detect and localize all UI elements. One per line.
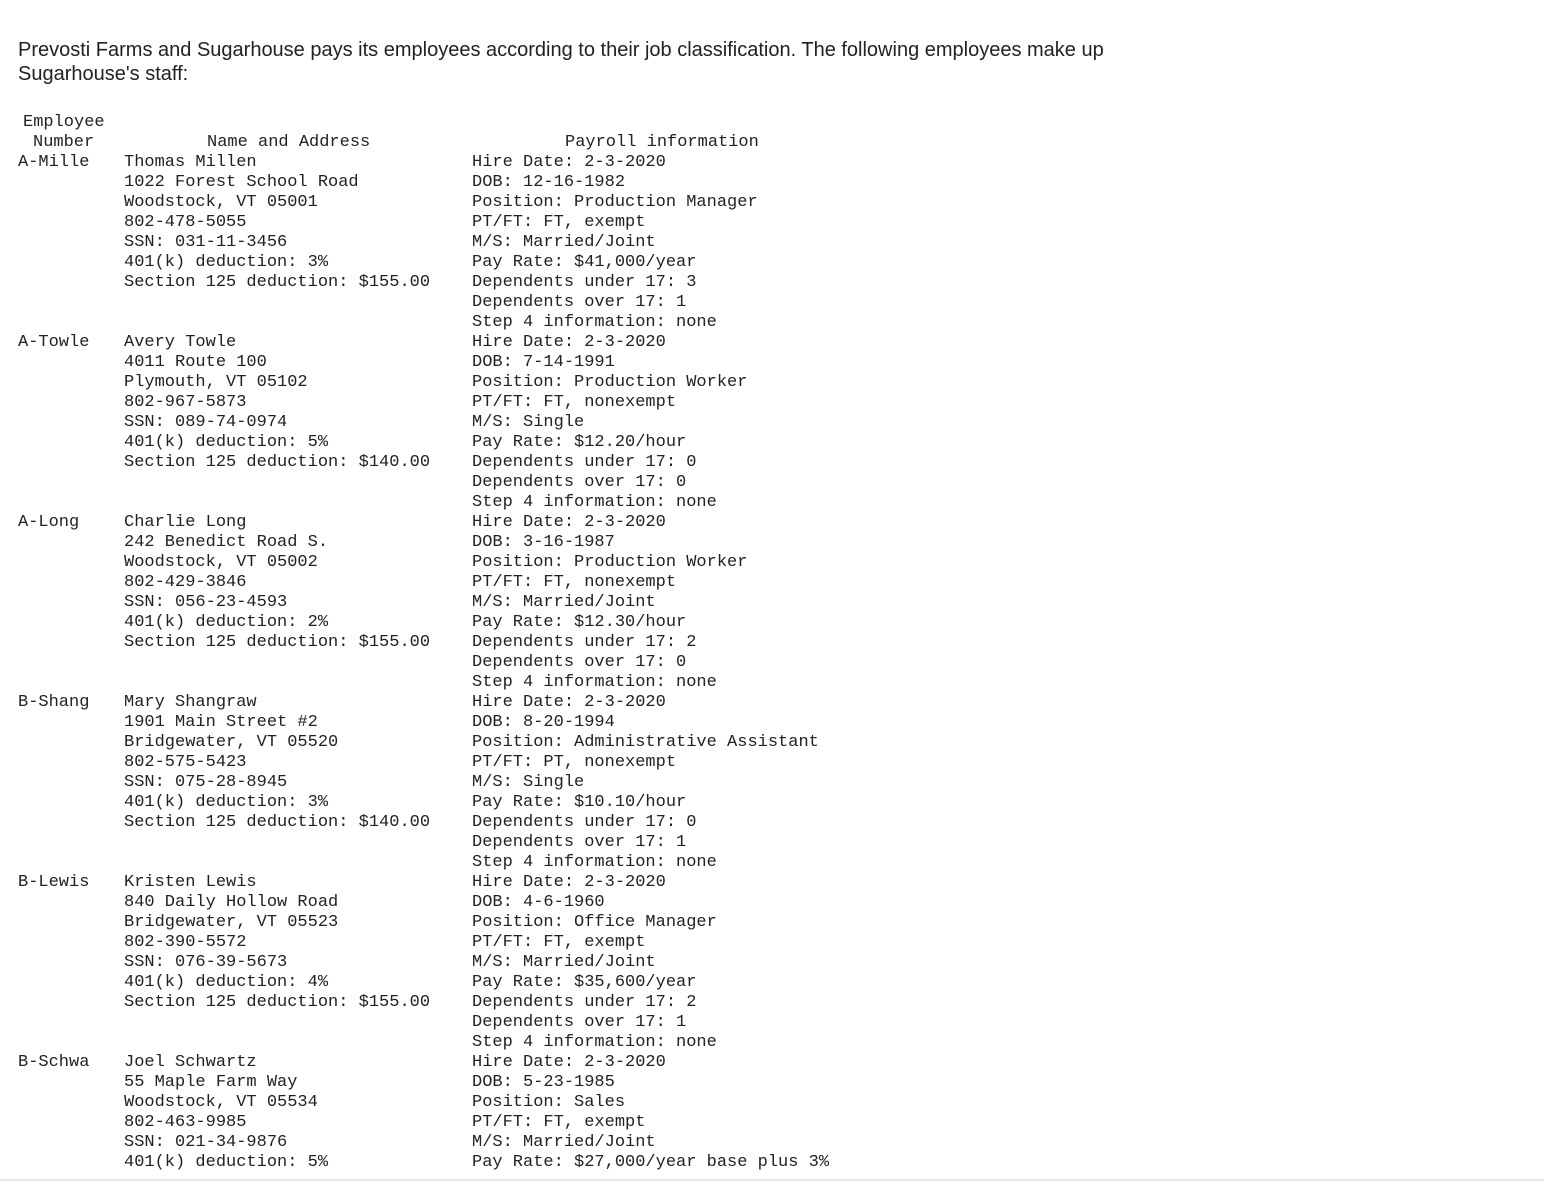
pt-ft-status: PT/FT: FT, exempt — [472, 933, 646, 952]
hire-date: Hire Date: 2-3-2020 — [472, 1053, 666, 1072]
section-125-deduction: Section 125 deduction: $155.00 — [124, 993, 431, 1012]
pay-rate: Pay Rate: $41,000/year — [472, 253, 697, 272]
payroll-column — [472, 333, 747, 513]
name-address-column — [124, 333, 430, 473]
401k-deduction: 401(k) deduction: 4% — [124, 973, 329, 992]
ssn: SSN: 021-34-9876 — [124, 1133, 288, 1152]
phone-number: 802-429-3846 — [124, 573, 247, 592]
pay-rate: Pay Rate: $35,600/year — [472, 973, 697, 992]
phone-number: 802-463-9985 — [124, 1113, 247, 1132]
step-4-information: Step 4 information: none — [472, 673, 717, 692]
phone-number: 802-575-5423 — [124, 753, 247, 772]
city-state-zip: Woodstock, VT 05534 — [124, 1093, 318, 1112]
table-header — [0, 113, 1544, 153]
name-address-column — [124, 153, 430, 293]
payroll-column — [472, 873, 717, 1053]
401k-deduction: 401(k) deduction: 3% — [124, 793, 329, 812]
date-of-birth: DOB: 8-20-1994 — [472, 713, 615, 732]
employee-name: Charlie Long — [124, 513, 247, 532]
position: Position: Office Manager — [472, 913, 717, 932]
step-4-information: Step 4 information: none — [472, 853, 717, 872]
pay-rate: Pay Rate: $12.30/hour — [472, 613, 687, 632]
employee-name: Kristen Lewis — [124, 873, 257, 892]
ssn: SSN: 076-39-5673 — [124, 953, 288, 972]
date-of-birth: DOB: 4-6-1960 — [472, 893, 605, 912]
employee-name: Mary Shangraw — [124, 693, 257, 712]
street-address: 1901 Main Street #2 — [124, 713, 318, 732]
step-4-information: Step 4 information: none — [472, 493, 717, 512]
marital-status: M/S: Married/Joint — [472, 953, 656, 972]
employee-record — [0, 333, 1544, 513]
dependents-under-17: Dependents under 17: 3 — [472, 273, 697, 292]
employee-number: A-Long — [18, 513, 80, 532]
employee-number: B-Lewis — [18, 873, 90, 892]
pay-rate: Pay Rate: $27,000/year base plus 3% — [472, 1153, 830, 1172]
employee-number: A-Mille — [18, 153, 90, 172]
step-4-information: Step 4 information: none — [472, 1033, 717, 1052]
employee-table — [0, 113, 1544, 1173]
employee-record — [0, 153, 1544, 333]
phone-number: 802-390-5572 — [124, 933, 247, 952]
401k-deduction: 401(k) deduction: 5% — [124, 1153, 329, 1172]
name-address-column — [124, 513, 430, 653]
marital-status: M/S: Married/Joint — [472, 1133, 656, 1152]
hire-date: Hire Date: 2-3-2020 — [472, 513, 666, 532]
section-125-deduction: Section 125 deduction: $140.00 — [124, 813, 431, 832]
payroll-column — [472, 513, 747, 693]
city-state-zip: Bridgewater, VT 05523 — [124, 913, 339, 932]
city-state-zip: Woodstock, VT 05001 — [124, 193, 318, 212]
401k-deduction: 401(k) deduction: 5% — [124, 433, 329, 452]
dependents-under-17: Dependents under 17: 2 — [472, 633, 697, 652]
dependents-over-17: Dependents over 17: 0 — [472, 653, 687, 672]
ssn: SSN: 056-23-4593 — [124, 593, 288, 612]
position: Position: Production Worker — [472, 373, 748, 392]
pt-ft-status: PT/FT: FT, exempt — [472, 1113, 646, 1132]
employee-record — [0, 693, 1544, 873]
marital-status: M/S: Married/Joint — [472, 593, 656, 612]
employee-record — [0, 513, 1544, 693]
dependents-under-17: Dependents under 17: 2 — [472, 993, 697, 1012]
street-address: 242 Benedict Road S. — [124, 533, 329, 552]
street-address: 1022 Forest School Road — [124, 173, 359, 192]
ssn: SSN: 075-28-8945 — [124, 773, 288, 792]
marital-status: M/S: Single — [472, 413, 585, 432]
employee-record — [0, 873, 1544, 1053]
pt-ft-status: PT/FT: FT, exempt — [472, 213, 646, 232]
position: Position: Production Manager — [472, 193, 758, 212]
dependents-over-17: Dependents over 17: 1 — [472, 293, 687, 312]
city-state-zip: Bridgewater, VT 05520 — [124, 733, 339, 752]
city-state-zip: Woodstock, VT 05002 — [124, 553, 318, 572]
header-payroll-information: Payroll information — [565, 133, 759, 152]
name-address-column — [124, 1053, 328, 1173]
employee-number: A-Towle — [18, 333, 90, 352]
employee-record — [0, 1053, 1544, 1173]
dependents-under-17: Dependents under 17: 0 — [472, 453, 697, 472]
payroll-column — [472, 1053, 829, 1173]
pt-ft-status: PT/FT: PT, nonexempt — [472, 753, 677, 772]
header-name-and-address: Name and Address — [207, 133, 371, 152]
header-employee-number-line1: Employee — [23, 113, 105, 132]
date-of-birth: DOB: 12-16-1982 — [472, 173, 626, 192]
city-state-zip: Plymouth, VT 05102 — [124, 373, 308, 392]
phone-number: 802-478-5055 — [124, 213, 247, 232]
employee-number: B-Schwa — [18, 1053, 90, 1072]
401k-deduction: 401(k) deduction: 3% — [124, 253, 329, 272]
marital-status: M/S: Single — [472, 773, 585, 792]
section-125-deduction: Section 125 deduction: $155.00 — [124, 273, 431, 292]
intro-paragraph: Prevosti Farms and Sugarhouse pays its employees according to their job classification. The following employees make up Sugarhouse's staff: — [18, 39, 1104, 85]
payroll-column — [472, 693, 819, 873]
dependents-over-17: Dependents over 17: 1 — [472, 1013, 687, 1032]
street-address: 840 Daily Hollow Road — [124, 893, 339, 912]
employee-name: Thomas Millen — [124, 153, 257, 172]
date-of-birth: DOB: 7-14-1991 — [472, 353, 615, 372]
marital-status: M/S: Married/Joint — [472, 233, 656, 252]
position: Position: Sales — [472, 1093, 626, 1112]
pt-ft-status: PT/FT: FT, nonexempt — [472, 573, 677, 592]
dependents-over-17: Dependents over 17: 0 — [472, 473, 687, 492]
section-125-deduction: Section 125 deduction: $140.00 — [124, 453, 431, 472]
pt-ft-status: PT/FT: FT, nonexempt — [472, 393, 677, 412]
date-of-birth: DOB: 3-16-1987 — [472, 533, 615, 552]
position: Position: Production Worker — [472, 553, 748, 572]
street-address: 55 Maple Farm Way — [124, 1073, 298, 1092]
phone-number: 802-967-5873 — [124, 393, 247, 412]
dependents-over-17: Dependents over 17: 1 — [472, 833, 687, 852]
date-of-birth: DOB: 5-23-1985 — [472, 1073, 615, 1092]
pay-rate: Pay Rate: $10.10/hour — [472, 793, 687, 812]
position: Position: Administrative Assistant — [472, 733, 819, 752]
name-address-column — [124, 693, 430, 833]
street-address: 4011 Route 100 — [124, 353, 267, 372]
bottom-divider — [0, 1179, 1544, 1181]
401k-deduction: 401(k) deduction: 2% — [124, 613, 329, 632]
ssn: SSN: 031-11-3456 — [124, 233, 288, 252]
payroll-column — [472, 153, 758, 333]
hire-date: Hire Date: 2-3-2020 — [472, 873, 666, 892]
section-125-deduction: Section 125 deduction: $155.00 — [124, 633, 431, 652]
hire-date: Hire Date: 2-3-2020 — [472, 333, 666, 352]
name-address-column — [124, 873, 430, 1013]
dependents-under-17: Dependents under 17: 0 — [472, 813, 697, 832]
step-4-information: Step 4 information: none — [472, 313, 717, 332]
employee-name: Avery Towle — [124, 333, 237, 352]
hire-date: Hire Date: 2-3-2020 — [472, 153, 666, 172]
employee-name: Joel Schwartz — [124, 1053, 257, 1072]
header-employee-number-line2: Number — [33, 133, 95, 152]
hire-date: Hire Date: 2-3-2020 — [472, 693, 666, 712]
pay-rate: Pay Rate: $12.20/hour — [472, 433, 687, 452]
ssn: SSN: 089-74-0974 — [124, 413, 288, 432]
employee-number: B-Shang — [18, 693, 90, 712]
